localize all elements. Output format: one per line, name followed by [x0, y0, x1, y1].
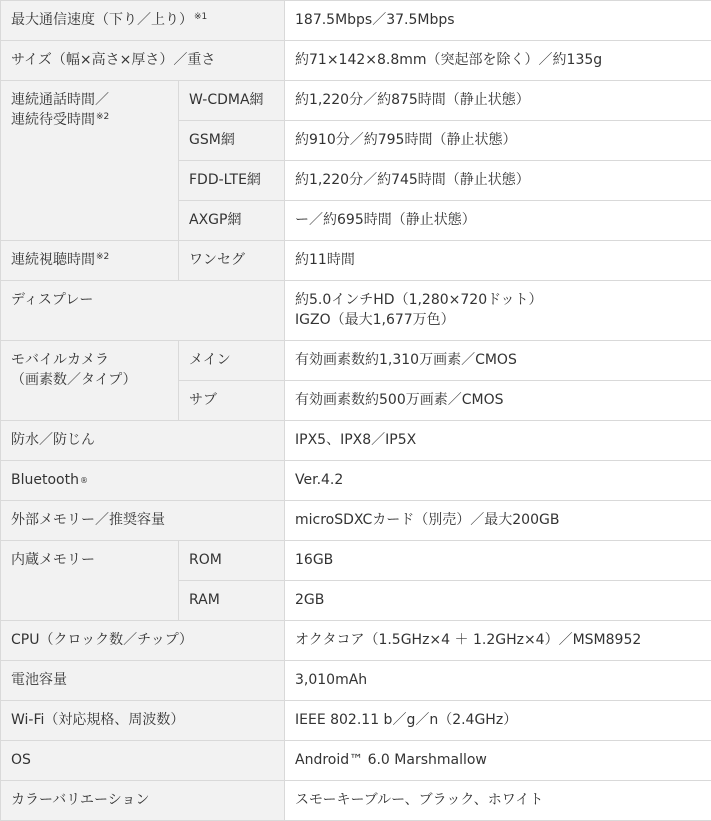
spec-row-cpu [1, 621, 711, 661]
spec-row-camera-main [1, 341, 711, 381]
os-label: OS [1, 741, 285, 781]
colors-label: カラーバリエーション [1, 781, 285, 821]
footnote-mark: ※2 [96, 252, 110, 262]
battery-label: 電池容量 [1, 661, 285, 701]
display-value-line2: IGZO（最大1,677万色） [295, 312, 455, 328]
talk-sub-label: W-CDMA網 [179, 81, 285, 121]
battery-value: 3,010mAh [285, 661, 711, 701]
internal-memory-sub-label: ROM [179, 541, 285, 581]
bluetooth-value: Ver.4.2 [285, 461, 711, 501]
registered-mark: ® [79, 476, 88, 485]
camera-sub-label: メイン [179, 341, 285, 381]
display-label: ディスプレー [1, 281, 285, 341]
talk-sub-label: AXGP網 [179, 201, 285, 241]
bluetooth-label [1, 461, 285, 501]
external-memory-label: 外部メモリー／推奨容量 [1, 501, 285, 541]
spec-row-size [1, 41, 711, 81]
talk-sub-value: 約1,220分／約745時間（静止状態） [285, 161, 711, 201]
viewing-value: 約11時間 [285, 241, 711, 281]
spec-row-speed [1, 1, 711, 41]
camera-label-line1: モバイルカメラ [11, 352, 109, 368]
spec-row-os [1, 741, 711, 781]
camera-label [1, 341, 179, 421]
viewing-label-text: 連続視聴時間 [11, 252, 95, 268]
talk-label-line1: 連続通話時間／ [11, 92, 109, 108]
viewing-label [1, 241, 179, 281]
internal-memory-sub-value: 2GB [285, 581, 711, 621]
talk-sub-label: FDD-LTE網 [179, 161, 285, 201]
talk-sub-value: 約1,220分／約875時間（静止状態） [285, 81, 711, 121]
size-label: サイズ（幅×高さ×厚さ）／重さ [1, 41, 285, 81]
waterproof-label: 防水／防じん [1, 421, 285, 461]
row-label [1, 1, 285, 41]
talk-sub-value: 約910分／約795時間（静止状態） [285, 121, 711, 161]
os-value: Android™ 6.0 Marshmallow [285, 741, 711, 781]
spec-row-colors [1, 781, 711, 821]
talk-label [1, 81, 179, 241]
talk-sub-label: GSM網 [179, 121, 285, 161]
spec-row-viewing [1, 241, 711, 281]
display-value [285, 281, 711, 341]
colors-value: スモーキーブルー、ブラック、ホワイト [285, 781, 711, 821]
camera-sub-value: 有効画素数約1,310万画素／CMOS [285, 341, 711, 381]
spec-row-bluetooth [1, 461, 711, 501]
camera-sub-label: サブ [179, 381, 285, 421]
cpu-value: オクタコア（1.5GHz×4 ＋ 1.2GHz×4）／MSM8952 [285, 621, 711, 661]
spec-row-internal-rom [1, 541, 711, 581]
bluetooth-label-text: Bluetooth [11, 472, 79, 488]
footnote-mark: ※1 [194, 12, 208, 22]
camera-label-line2: （画素数／タイプ） [11, 372, 137, 388]
size-value: 約71×142×8.8mm（突起部を除く）／約135g [285, 41, 711, 81]
internal-memory-sub-label: RAM [179, 581, 285, 621]
speed-value: 187.5Mbps／37.5Mbps [285, 1, 711, 41]
wifi-value: IEEE 802.11 b／g／n（2.4GHz） [285, 701, 711, 741]
talk-label-line2: 連続待受時間 [11, 112, 95, 128]
spec-row-waterproof [1, 421, 711, 461]
spec-row-external-memory [1, 501, 711, 541]
display-value-line1: 約5.0インチHD（1,280×720ドット） [295, 292, 543, 308]
spec-row-wifi [1, 701, 711, 741]
talk-sub-value: ー／約695時間（静止状態） [285, 201, 711, 241]
footnote-mark: ※2 [96, 112, 110, 122]
waterproof-value: IPX5、IPX8／IP5X [285, 421, 711, 461]
internal-memory-label: 内蔵メモリー [1, 541, 179, 621]
speed-label: 最大通信速度（下り／上り） [11, 12, 193, 28]
viewing-sub-label: ワンセグ [179, 241, 285, 281]
external-memory-value: microSDXCカード（別売）／最大200GB [285, 501, 711, 541]
spec-row-talk-wcdma [1, 81, 711, 121]
camera-sub-value: 有効画素数約500万画素／CMOS [285, 381, 711, 421]
wifi-label: Wi-Fi（対応規格、周波数） [1, 701, 285, 741]
spec-row-display [1, 281, 711, 341]
cpu-label: CPU（クロック数／チップ） [1, 621, 285, 661]
spec-row-battery [1, 661, 711, 701]
internal-memory-sub-value: 16GB [285, 541, 711, 581]
